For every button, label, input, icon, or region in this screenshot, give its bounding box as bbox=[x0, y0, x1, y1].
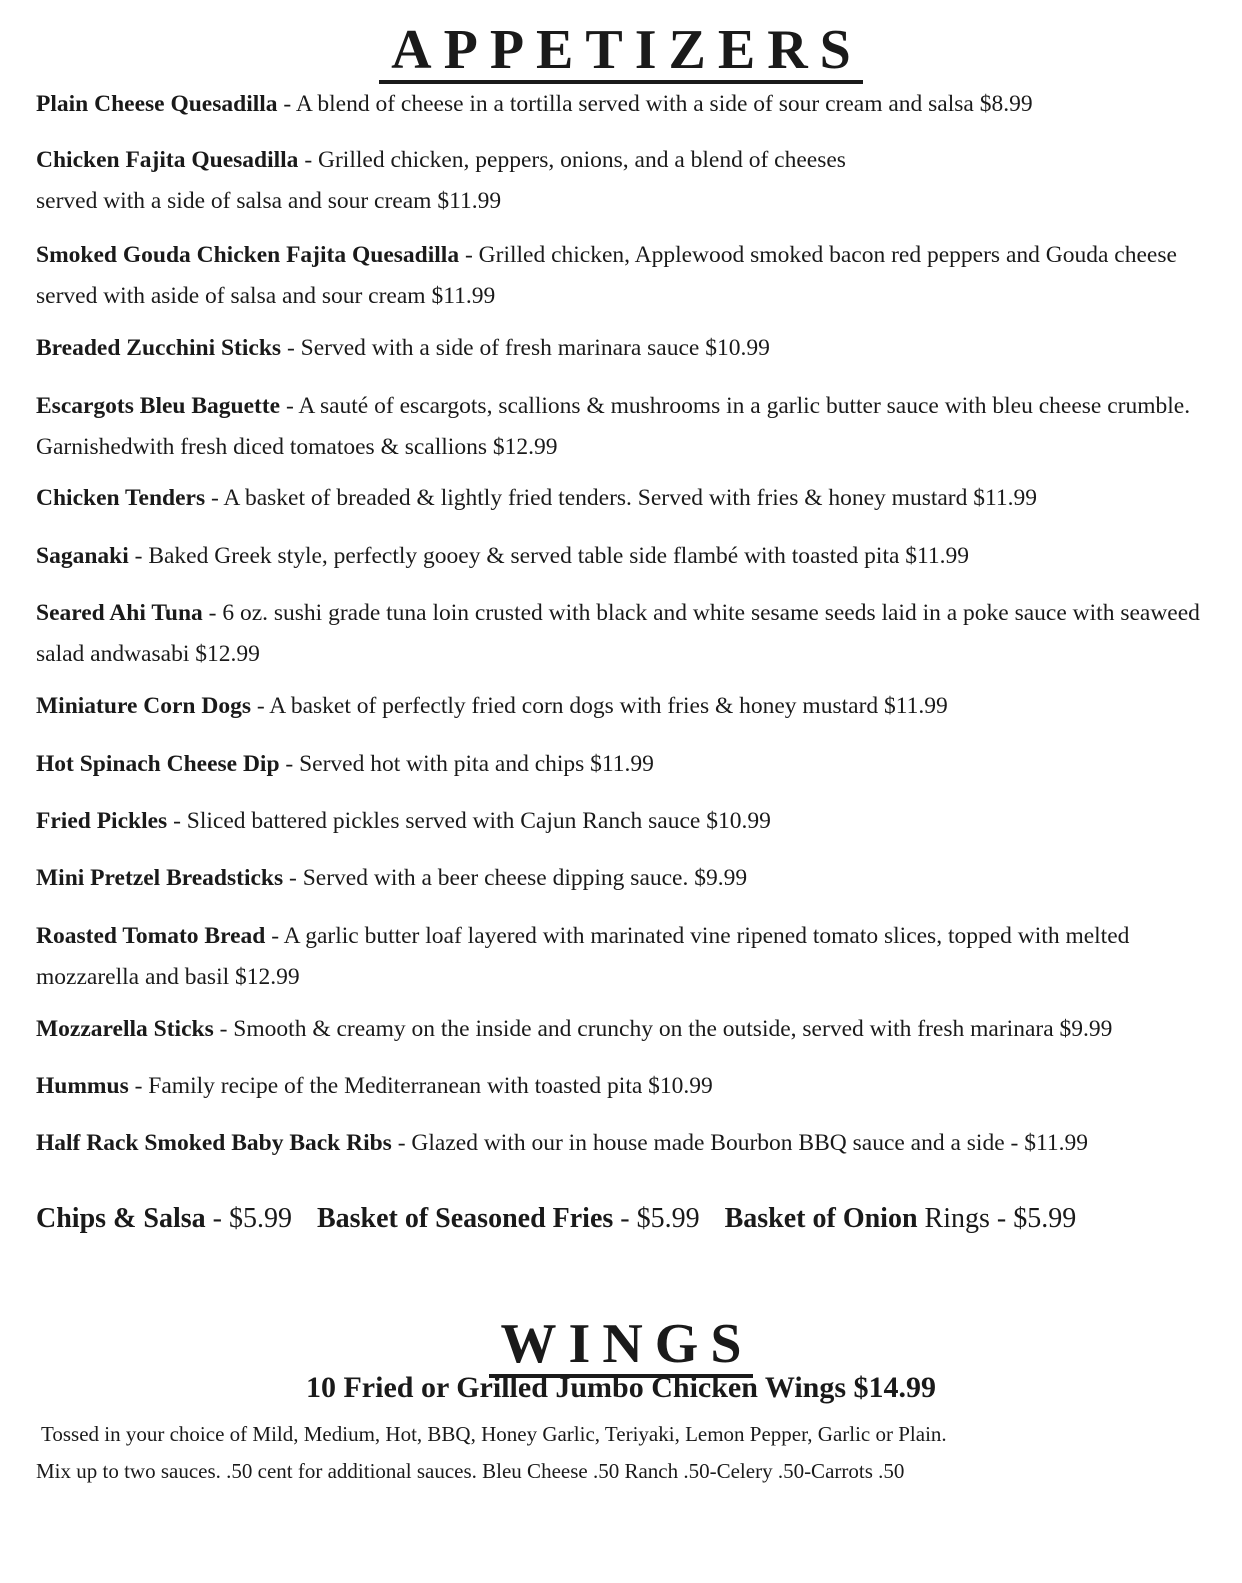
side-price: Rings - $5.99 bbox=[917, 1203, 1077, 1234]
side-name: Basket of Onion bbox=[724, 1203, 918, 1234]
item-description: - Grilled chicken, peppers, onions, and a blend of cheeses bbox=[298, 147, 846, 173]
menu-item bbox=[36, 235, 1206, 317]
item-name: Chicken Fajita Quesadilla bbox=[36, 147, 299, 173]
wings-sauces-text: Tossed in your choice of Mild, Medium, Hot, BBQ, Honey Garlic, Teriyaki, Lemon Pepper, Garlic or Plain. bbox=[41, 1422, 947, 1446]
item-description: - A basket of breaded & lightly fried tenders. Served with fries & honey mustard $11.99 bbox=[205, 485, 1038, 511]
side-price: - $5.99 bbox=[205, 1203, 292, 1234]
item-name: Roasted Tomato Bread bbox=[36, 923, 266, 949]
item-description: - Baked Greek style, perfectly gooey & served table side flambé with toasted pita $11.99 bbox=[128, 543, 970, 569]
menu-item bbox=[36, 478, 1206, 519]
item-description: - A garlic butter loaf layered with marinated vine ripened tomato slices, topped with melted mozzarella and basil $12.99 bbox=[36, 923, 1130, 990]
menu-item bbox=[36, 84, 1206, 125]
item-name: Plain Cheese Quesadilla bbox=[36, 91, 278, 117]
item-name: Mini Pretzel Breadsticks bbox=[36, 865, 284, 891]
item-name: Mozzarella Sticks bbox=[36, 1016, 214, 1042]
item-description: - Sliced battered pickles served with Cajun Ranch sauce $10.99 bbox=[167, 808, 771, 834]
wings-extras-text: Mix up to two sauces. .50 cent for additional sauces. Bleu Cheese .50 Ranch .50-Celery .50-Carrots .50 bbox=[36, 1459, 905, 1483]
item-description: - Smooth & creamy on the inside and crunchy on the outside, served with fresh marinara $9.99 bbox=[213, 1016, 1113, 1042]
item-description: - Grilled chicken, Applewood smoked bacon red peppers and Gouda cheese served with aside of salsa and sour cream $11.99 bbox=[36, 242, 1177, 309]
item-name: Breaded Zucchini Sticks bbox=[36, 335, 282, 361]
item-name: Fried Pickles bbox=[36, 808, 168, 834]
menu-item bbox=[36, 1009, 1206, 1050]
wings-heading: WINGS bbox=[0, 1312, 1242, 1378]
menu-item bbox=[36, 801, 1206, 842]
item-description: - A sauté of escargots, scallions & mushrooms in a garlic butter sauce with bleu cheese crumble. Garnishedwith fresh diced tomatoes & scallions $12.99 bbox=[36, 393, 1191, 460]
item-description: - Family recipe of the Mediterranean with toasted pita $10.99 bbox=[128, 1073, 713, 1099]
menu-item bbox=[36, 593, 1206, 675]
sides-row bbox=[36, 1197, 1216, 1241]
item-description: - Served hot with pita and chips $11.99 bbox=[279, 751, 654, 777]
item-name: Seared Ahi Tuna bbox=[36, 600, 203, 626]
item-description: - Served with a beer cheese dipping sauce. $9.99 bbox=[283, 865, 748, 891]
item-name: Smoked Gouda Chicken Fajita Quesadilla bbox=[36, 242, 460, 268]
appetizers-heading: APPETIZERS bbox=[0, 18, 1242, 84]
menu-item bbox=[36, 536, 1206, 577]
side-price: - $5.99 bbox=[613, 1203, 700, 1234]
item-description: - 6 oz. sushi grade tuna loin crusted with black and white sesame seeds laid in a poke sauce with seaweed salad andwasabi $12.99 bbox=[36, 600, 1200, 667]
item-name: Hot Spinach Cheese Dip bbox=[36, 751, 280, 777]
item-description-cont: served with a side of salsa and sour cream $11.99 bbox=[36, 188, 502, 214]
side-name: Chips & Salsa bbox=[36, 1203, 206, 1234]
menu-item bbox=[36, 858, 1206, 899]
menu-item bbox=[36, 328, 1206, 369]
item-description: - Served with a side of fresh marinara sauce $10.99 bbox=[281, 335, 770, 361]
menu-item bbox=[36, 916, 1206, 998]
item-name: Hummus bbox=[36, 1073, 129, 1099]
menu-item bbox=[36, 386, 1206, 468]
menu-item bbox=[36, 1123, 1206, 1164]
menu-item bbox=[36, 140, 1206, 222]
item-name: Saganaki bbox=[36, 543, 129, 569]
item-name: Chicken Tenders bbox=[36, 485, 206, 511]
item-name: Half Rack Smoked Baby Back Ribs bbox=[36, 1130, 392, 1156]
menu-item bbox=[36, 744, 1206, 785]
item-name: Escargots Bleu Baguette bbox=[36, 393, 281, 419]
side-name: Basket of Seasoned Fries bbox=[316, 1203, 614, 1234]
menu-item bbox=[36, 1066, 1206, 1107]
item-description: - Glazed with our in house made Bourbon BBQ sauce and a side - $11.99 bbox=[391, 1130, 1088, 1156]
menu-item bbox=[36, 686, 1206, 727]
wings-offer: 10 Fried or Grilled Jumbo Chicken Wings $14.99 bbox=[305, 1371, 937, 1404]
item-name: Miniature Corn Dogs bbox=[36, 693, 251, 719]
item-description: - A blend of cheese in a tortilla served with a side of sour cream and salsa $8.99 bbox=[277, 91, 1033, 117]
item-description: - A basket of perfectly fried corn dogs with fries & honey mustard $11.99 bbox=[250, 693, 948, 719]
